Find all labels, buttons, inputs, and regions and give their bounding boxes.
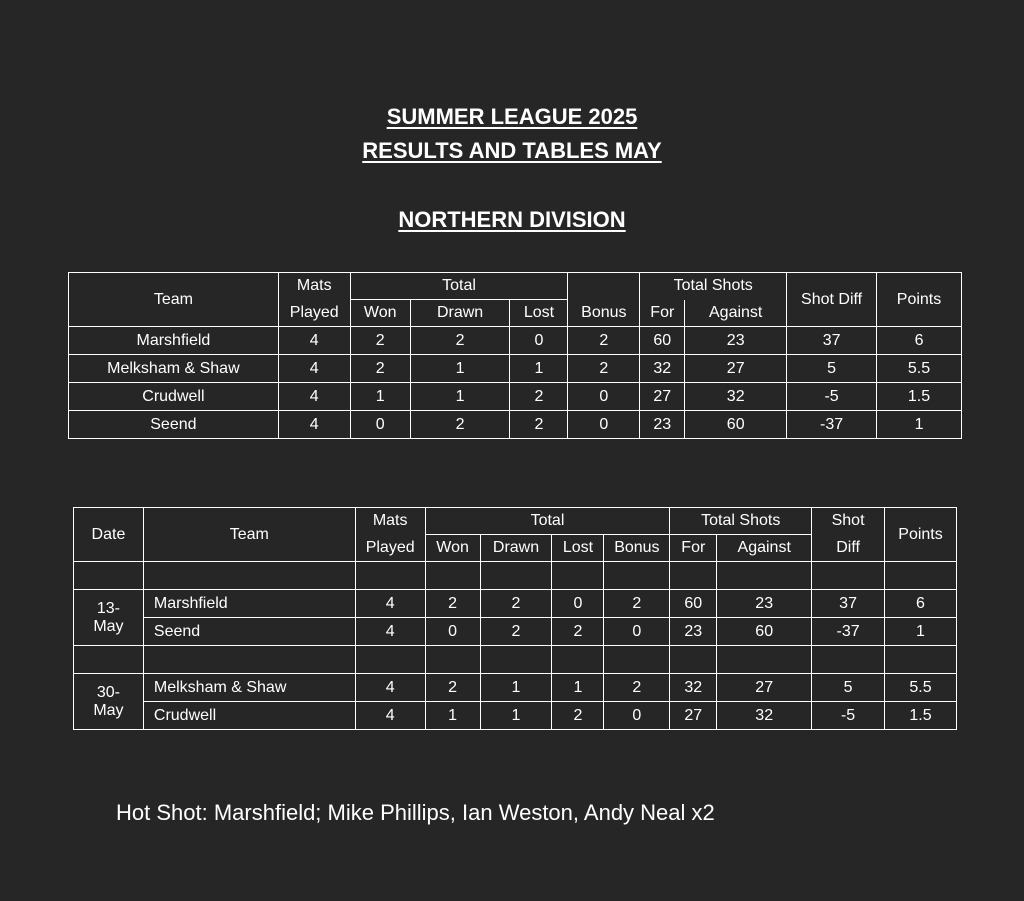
header-points: Points <box>885 508 957 562</box>
title-line-1: SUMMER LEAGUE 2025 <box>386 104 638 129</box>
spacer-row <box>74 646 957 674</box>
team-cell: Seend <box>69 411 279 439</box>
header-lost: Lost <box>552 535 604 562</box>
team-cell: Seend <box>143 618 355 646</box>
header-played: Played <box>355 535 425 562</box>
header-shot: Shot <box>812 508 885 535</box>
title-line-2: RESULTS AND TABLES MAY <box>362 138 662 163</box>
header-drawn: Drawn <box>480 535 552 562</box>
header-against: Against <box>717 535 812 562</box>
header-mats: Mats <box>278 273 350 300</box>
team-cell: Crudwell <box>69 383 279 411</box>
header-date: Date <box>74 508 144 562</box>
table-row: 30- May Melksham & Shaw 4 2 1 1 2 32 27 5 5.5 <box>74 674 957 702</box>
header-against: Against <box>685 300 787 327</box>
date-cell: 13- May <box>74 590 144 646</box>
team-cell: Marshfield <box>69 327 279 355</box>
results-table <box>73 507 957 730</box>
table-row: Crudwell 4 1 1 2 0 27 32 -5 1.5 <box>74 702 957 730</box>
header-points: Points <box>877 273 962 327</box>
header-total: Total <box>350 273 568 300</box>
team-cell: Melksham & Shaw <box>69 355 279 383</box>
division-heading: NORTHERN DIVISION <box>398 207 626 232</box>
table-row: Seend 4 0 2 2 0 23 60 -37 1 <box>74 618 957 646</box>
team-cell: Melksham & Shaw <box>143 674 355 702</box>
header-shot-diff: Shot Diff <box>787 273 877 327</box>
header-bonus: Bonus <box>568 300 640 327</box>
header-won: Won <box>425 535 480 562</box>
team-cell: Marshfield <box>143 590 355 618</box>
header-for: For <box>670 535 717 562</box>
league-table <box>68 272 962 439</box>
table-row: 13- May Marshfield 4 2 2 0 2 60 23 37 6 <box>74 590 957 618</box>
header-team: Team <box>143 508 355 562</box>
header-mats: Mats <box>355 508 425 535</box>
header-total-shots: Total Shots <box>640 273 787 300</box>
date-cell: 30- May <box>74 674 144 730</box>
header-bonus: Bonus <box>604 535 670 562</box>
header-for: For <box>640 300 685 327</box>
header-team: Team <box>69 273 279 327</box>
table-row: Marshfield 4 2 2 0 2 60 23 37 6 <box>69 327 962 355</box>
hot-shot-note: Hot Shot: Marshfield; Mike Phillips, Ian Weston, Andy Neal x2 <box>116 800 715 825</box>
header-won: Won <box>350 300 410 327</box>
header-total-shots: Total Shots <box>670 508 812 535</box>
header-diff: Diff <box>812 535 885 562</box>
spacer-row <box>74 562 957 590</box>
table-row: Seend 4 0 2 2 0 23 60 -37 1 <box>69 411 962 439</box>
table-row: Melksham & Shaw 4 2 1 1 2 32 27 5 5.5 <box>69 355 962 383</box>
table-row: Crudwell 4 1 1 2 0 27 32 -5 1.5 <box>69 383 962 411</box>
header-played: Played <box>278 300 350 327</box>
header-total: Total <box>425 508 670 535</box>
header-lost: Lost <box>510 300 568 327</box>
header-drawn: Drawn <box>410 300 510 327</box>
team-cell: Crudwell <box>143 702 355 730</box>
